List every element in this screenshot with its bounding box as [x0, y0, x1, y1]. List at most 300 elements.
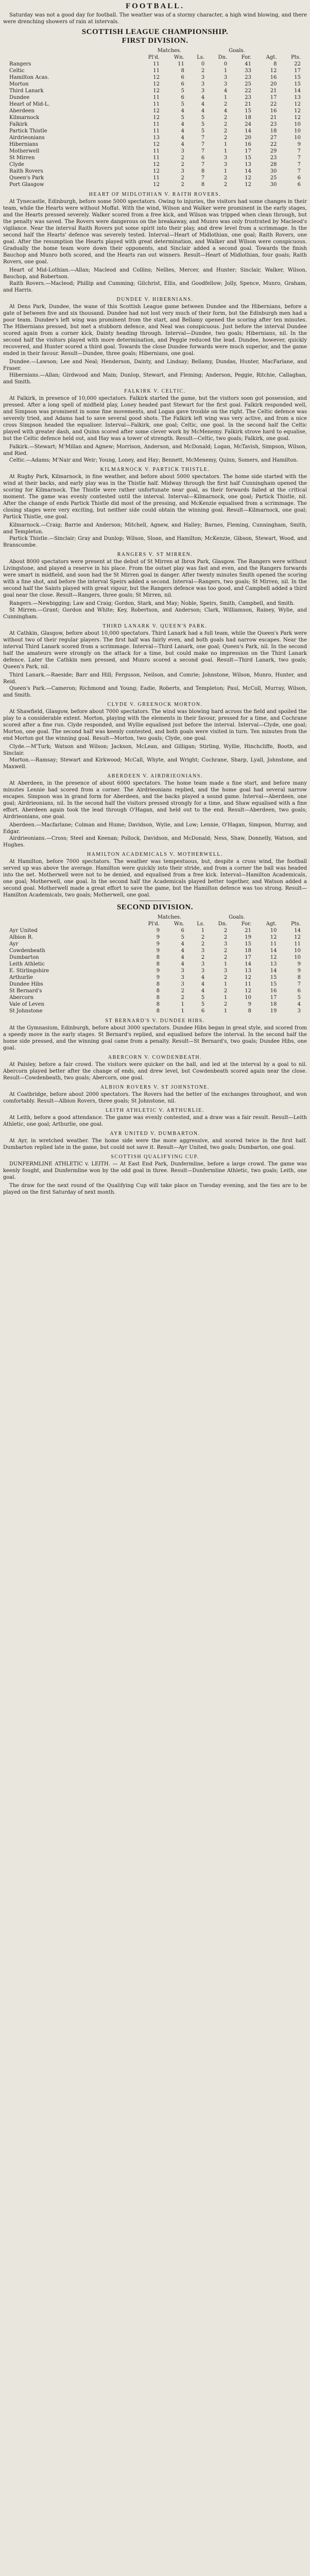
team-lineup: Queen's Park.—Cameron; Richmond and Young; Eadie, Roberts, and Templeton; Paul, McColl, Murray, Wilson, and Smith.	[3, 686, 307, 698]
match-heading: RANGERS V. ST MIRREN.	[117, 552, 193, 557]
table-row	[7, 81, 303, 88]
stat-cell: 8	[201, 182, 205, 188]
stat-cell: 4	[181, 961, 184, 967]
stat-cell: 2	[181, 162, 184, 167]
stat-cell: 6	[181, 75, 184, 80]
match-heading: FALKIRK V. CELTIC.	[124, 388, 186, 394]
stat-cell: 4	[201, 95, 205, 100]
stat-cell: 11	[153, 148, 160, 154]
stat-cell: 4	[201, 975, 205, 980]
stat-cell: 2	[223, 182, 228, 188]
team-name: Dundee Hibs	[9, 981, 43, 987]
match-heading: HEART OF MIDLOTHIAN V. RAITH ROVERS.	[89, 192, 221, 197]
stat-cell: 16	[270, 108, 277, 114]
stat-cell: 4	[181, 108, 184, 114]
table-header-row	[7, 921, 303, 927]
stat-cell: 14	[245, 961, 252, 967]
stat-cell: 11	[153, 61, 160, 67]
match-heading: LEITH ATHLETIC V. ARTHURLIE.	[106, 1108, 204, 1113]
stat-cell: 0	[223, 61, 228, 67]
stat-cell: 6	[297, 175, 301, 181]
stat-cell: 8	[156, 961, 160, 967]
stat-cell: 8	[297, 975, 301, 980]
column-header: Dn.	[218, 55, 228, 60]
stat-cell: 3	[181, 968, 184, 974]
stat-cell: 2	[181, 155, 184, 161]
stat-cell: 5	[201, 1002, 205, 1007]
stat-cell: 27	[270, 135, 277, 141]
stat-cell: 2	[181, 988, 184, 994]
team-lineup: Airdrieonians.—Cross; Steel and Keenan; Pollock, Davidson, and McDonald; Ness, Shaw, Donnelly, Watson, and Hughes.	[3, 836, 307, 848]
stat-cell: 11	[153, 95, 160, 100]
team-name: Aberdeen	[9, 108, 35, 114]
stat-cell: 7	[297, 168, 301, 174]
column-header: Pl'd.	[148, 921, 160, 927]
team-name: Leith Athletic	[9, 961, 45, 967]
stat-cell: 4	[223, 108, 228, 114]
stat-cell: 11	[153, 101, 160, 107]
stat-cell: 4	[223, 88, 228, 94]
stat-cell: 2	[223, 115, 228, 121]
stat-cell: 4	[181, 122, 184, 127]
stat-cell: 9	[297, 968, 301, 974]
stat-cell: 19	[245, 935, 252, 940]
stat-cell: 12	[153, 182, 160, 188]
stat-cell: 1	[223, 142, 228, 147]
stat-cell: 12	[245, 975, 252, 980]
stat-cell: 7	[201, 148, 205, 154]
column-header: Agt.	[266, 55, 277, 60]
qualifying-cup-heading: SCOTTISH QUALIFYING CUP.	[111, 1154, 199, 1160]
team-name: Cowdenbeath	[9, 948, 45, 954]
team-column-header	[7, 921, 135, 927]
stat-cell: 4	[181, 948, 184, 954]
stat-cell: 30	[270, 168, 277, 174]
stat-cell: 14	[245, 128, 252, 134]
stat-cell: 7	[201, 142, 205, 147]
stat-cell: 5	[201, 122, 205, 127]
stat-cell: 1	[181, 1008, 184, 1014]
stat-cell: 12	[153, 162, 160, 167]
stat-cell: 4	[201, 988, 205, 994]
team-lineup: Rangers.—Newbigging; Law and Craig; Gordon, Stark, and May; Noble, Speirs, Smith, Campbell, and Smith.	[9, 601, 295, 606]
table-row	[7, 941, 303, 947]
team-name: Airdrieonians	[9, 135, 45, 141]
team-lineup: Partick Thistle.—Sinclair; Gray and Dunlop; Wilson, Sloan, and Hamilton; McKenzie, Gibson, Stewart, Wood, and Branscombe.	[3, 536, 307, 548]
match-heading: DUNDEE V. HIBERNIANS.	[116, 297, 194, 302]
stat-cell: 14	[270, 968, 277, 974]
team-lineup: Celtic.—Adams; M'Nair and Weir; Young, Loney, and Hay; Bennett, McMenemy, Quinn, Somers, and Hamilton.	[9, 457, 299, 463]
stat-cell: 8	[156, 988, 160, 994]
team-name: Dumbarton	[9, 955, 39, 960]
team-name: Port Glasgow	[9, 182, 44, 188]
stat-cell: 28	[270, 162, 277, 167]
table-row	[7, 128, 303, 134]
match-report-paragraph: At Dens Park, Dundee, the wane of this Scottish League game between Dundee and the Hibernians, before a gate of between five and six thousand. Dundee had not lost very much of their form, but the Edinburgh men had a poor team. Dundee's left wing was prominent from the start, and Bellamy opened the scoring after ten minutes. The Hibernians pressed, but met a stubborn defence, and Neal was conspicuous. Just before the interval Dundee scored again from a corner kick, Dainty heading through. Interval—Dundee, two goals; Hibernians, nil. In the second half the visitors played with more determination, and Peggie reduced the lead. Dundee, however, quickly recovered, and Hunter scored a third goal. Towards the close Dundee forwards were much superior, and the game ended in their favour. Result—Dundee, three goals; Hibernians, one goal.	[3, 304, 307, 357]
column-header: Pts.	[290, 55, 301, 60]
stat-cell: 25	[245, 81, 252, 87]
match-report-paragraph: At Shawfield, Glasgow, before about 7000 spectators. The wind was blowing hard across the field and spoiled the play to a considerable extent. Morton, playing with the elements in their favour, pressed for a time, and Cochrane scored after a fine run. Clyde responded, and Wyllie equalised just before the interval. Interval—Clyde, one goal; Morton, one goal. The second half was keenly contested, and both goals were visited in turn. Ten minutes from the end Morton got the winning goal. Result—Morton, two goals; Clyde, one goal.	[3, 709, 307, 741]
stat-cell: 8	[248, 1008, 252, 1014]
match-report-paragraph: At the Gymnasium, Edinburgh, before about 3000 spectators. Dundee Hibs began in great style, and scored from a speedy move in the early stages. St Bernard's replied, and equalised before the interval. In the second half the home side pressed, and the winning goal came from a penalty. Result—St Bernard's, two goals; Dundee Hibs, one goal.	[3, 1025, 307, 1051]
stat-cell: 12	[153, 142, 160, 147]
stat-cell: 5	[297, 995, 301, 1001]
stat-cell: 1	[223, 995, 228, 1001]
stat-cell: 0	[201, 61, 205, 67]
stat-cell: 1	[223, 95, 228, 100]
stat-cell: 6	[181, 928, 184, 934]
stat-cell: 22	[270, 101, 277, 107]
team-name: St Bernard's	[9, 988, 42, 994]
table-row	[7, 954, 303, 961]
stat-cell: 3	[201, 81, 205, 87]
table-row	[7, 934, 303, 941]
team-name: Queen's Park	[9, 175, 44, 181]
column-header: For.	[241, 55, 252, 60]
stat-cell: 2	[223, 128, 228, 134]
stat-cell: 17	[245, 148, 252, 154]
stat-cell: 8	[156, 955, 160, 960]
first-division-table-wrap	[7, 47, 303, 188]
stat-cell: 18	[245, 948, 252, 954]
team-name: Motherwell	[9, 148, 40, 154]
stat-cell: 8	[156, 1008, 160, 1014]
stat-cell: 18	[245, 115, 252, 121]
table-row	[7, 74, 303, 81]
stat-cell: 12	[294, 101, 301, 107]
stat-cell: 17	[270, 95, 277, 100]
stat-cell: 4	[181, 128, 184, 134]
stat-cell: 1	[223, 1008, 228, 1014]
table-row	[7, 1008, 303, 1014]
team-name: Partick Thistle	[9, 128, 47, 134]
stat-cell: 9	[156, 928, 160, 934]
stat-cell: 12	[153, 88, 160, 94]
table-row	[7, 974, 303, 981]
stat-cell: 1	[223, 148, 228, 154]
stat-cell: 2	[223, 988, 228, 994]
stat-cell: 29	[270, 148, 277, 154]
team-lineup: Aberdeen.—Macfarlane; Colman and Hume; Davidson, Wylie, and Low; Lennie, O'Hagan, Simpson, Murray, and Edgar.	[3, 822, 307, 835]
stat-cell: 12	[245, 182, 252, 188]
stat-cell: 6	[297, 988, 301, 994]
stat-cell: 11	[294, 941, 301, 947]
team-name: Abercorn	[9, 995, 34, 1001]
stat-cell: 1	[223, 981, 228, 987]
table-row	[7, 148, 303, 155]
stat-cell: 6	[297, 182, 301, 188]
stat-cell: 3	[223, 75, 228, 80]
stat-cell: 11	[178, 61, 184, 67]
column-header: Ls.	[197, 55, 205, 60]
table-group-headers	[7, 47, 303, 54]
stat-cell: 4	[201, 108, 205, 114]
stat-cell: 20	[270, 81, 277, 87]
stat-cell: 3	[201, 88, 205, 94]
team-name: Celtic	[9, 68, 25, 74]
table-row	[7, 181, 303, 188]
stat-cell: 4	[181, 135, 184, 141]
table-row	[7, 101, 303, 108]
stat-cell: 2	[223, 101, 228, 107]
championship-heading: SCOTTISH LEAGUE CHAMPIONSHIP.	[81, 28, 229, 36]
stat-cell: 2	[223, 122, 228, 127]
stat-cell: 4	[181, 142, 184, 147]
team-lineup: Raith Rovers.—Macleod; Phillip and Cumming; Gilchrist, Ellis, and Goodfellow; Jolly, Spence, Munro, Graham, and Harris.	[3, 281, 307, 293]
team-column-header	[7, 54, 135, 61]
stat-cell: 9	[156, 935, 160, 940]
stat-cell: 16	[245, 142, 252, 147]
table-row	[7, 927, 303, 934]
column-header: Agt.	[266, 921, 277, 927]
second-division-table-wrap	[7, 914, 303, 1014]
match-heading: ST BERNARD'S V. DUNDEE HIBS.	[105, 1018, 205, 1024]
match-report-paragraph: At Ayr, in wretched weather. The home side were the more aggressive, and scored twice in the first half. Dumbarton replied late in the game, but could not save it. Result—Ayr United, two goals; Dumbarton, one goal.	[3, 1138, 307, 1150]
match-report-paragraph: At Cathkin, Glasgow, before about 10,000 spectators. Third Lanark had a full team, while the Queen's Park were without two of their regular players. The first half was fairly even, and both goals had narrow escapes. Near the interval Third Lanark scored from a scrimmage. Interval—Third Lanark, one goal; Queen's Park, nil. In the second half the amateurs were strongly on the attack for a time, but could make no impression on the Third Lanark defence. Later the Cathkin men pressed, and Munro scored a second goal. Result—Third Lanark, two goals; Queen's Park, nil.	[3, 631, 307, 670]
stat-cell: 12	[245, 175, 252, 181]
match-report-paragraph: At Paisley, before a fair crowd. The visitors were quicker on the ball, and led at the interval by a goal to nil. Abercorn played better after the change of ends, and drew level, but Cowdenbeath scored again near the close. Result—Cowdenbeath, two goals; Abercorn, one goal.	[3, 1062, 307, 1081]
stat-cell: 3	[223, 162, 228, 167]
second-division-heading: SECOND DIVISION.	[116, 903, 194, 911]
match-report-paragraph: At Coatbridge, before about 2000 spectators. The Rovers had the better of the exchanges throughout, and won comfortably. Result—Albion Rovers, three goals; St Johnstone, nil.	[3, 1092, 307, 1104]
stat-cell: 2	[223, 175, 228, 181]
stat-cell: 30	[270, 182, 277, 188]
stat-cell: 41	[245, 61, 252, 67]
stat-cell: 14	[245, 168, 252, 174]
table-row	[7, 961, 303, 968]
table-row	[7, 88, 303, 94]
match-report-paragraph: At Leith, before a good attendance. The game was evenly contested, and a draw was a fair result. Result—Leith Athletic, one goal; Arthurlie, one goal.	[3, 1115, 307, 1127]
stat-cell: 10	[294, 122, 301, 127]
table-row	[7, 988, 303, 994]
stat-cell: 12	[245, 988, 252, 994]
stat-cell: 2	[223, 1002, 228, 1007]
match-heading: ABERCORN V. COWDENBEATH.	[108, 1055, 202, 1060]
stat-cell: 22	[294, 61, 301, 67]
stat-cell: 7	[297, 162, 301, 167]
table-row	[7, 94, 303, 101]
stat-cell: 13	[294, 95, 301, 100]
stat-cell: 8	[156, 995, 160, 1001]
match-report-paragraph: At Falkirk, in presence of 10,000 spectators. Falkirk started the game, but the visitors soon got possession, and pressed. After a long spell of midfield play, Loney headed past Stewart for the first goal. Falkirk responded well, and Simpson was prominent in some fine movements, and Logan gave trouble on the right. The Celtic defence was severely tried, and Adams had to save several good shots. The Falkirk left wing was very active, and from a nice cross Simpson headed the equaliser. Interval—Falkirk, one goal; Celtic, one goal. In the second half the Celtic played with greater dash, and Quinn scored after some clever work by McMenemy. Falkirk strove hard to equalise, but the Celtic defence held out, and Hay was a tower of strength. Result—Celtic, two goals; Falkirk, one goal.	[3, 396, 307, 442]
stat-cell: 15	[245, 941, 252, 947]
stat-cell: 9	[156, 948, 160, 954]
stat-cell: 13	[153, 135, 160, 141]
stat-cell: 7	[297, 148, 301, 154]
team-name: E. Stirlingshire	[9, 968, 49, 974]
stat-cell: 12	[294, 108, 301, 114]
stat-cell: 17	[294, 68, 301, 74]
stat-cell: 5	[181, 935, 184, 940]
stat-cell: 12	[153, 168, 160, 174]
stat-cell: 2	[181, 995, 184, 1001]
stat-cell: 9	[156, 941, 160, 947]
team-lineup: Hibernians.—Allan; Girdwood and Main; Dunlop, Stewart, and Fleming; Anderson, Peggie, Ritchie, Callaghan, and Smith.	[3, 372, 307, 385]
stat-cell: 1	[201, 928, 205, 934]
table-row	[7, 947, 303, 954]
team-name: Vale of Leven	[9, 1002, 45, 1007]
stat-cell: 21	[245, 928, 252, 934]
stat-cell: 23	[270, 122, 277, 127]
stat-cell: 15	[294, 75, 301, 80]
qualifying-paragraph: DUNFERMLINE ATHLETIC v. LEITH. — At East End Park, Dunfermline, before a large crowd. The game was keenly fought, and Dunfermline won by the odd goal in three. Result—Dunfermline Athletic, two goals; Leith, one goal.	[3, 1161, 307, 1180]
match-heading: ABERDEEN V. AIRDRIEONIANS.	[107, 773, 203, 779]
stat-cell: 3	[201, 75, 205, 80]
stat-cell: 16	[270, 988, 277, 994]
stat-cell: 20	[245, 135, 252, 141]
stat-cell: 3	[223, 81, 228, 87]
stat-cell: 12	[153, 75, 160, 80]
table-row	[7, 134, 303, 141]
stat-cell: 1	[223, 961, 228, 967]
match-heading: CLYDE V. GREENOCK MORTON.	[107, 702, 203, 707]
table-row	[7, 155, 303, 161]
stat-cell: 1	[181, 1002, 184, 1007]
table-row	[7, 981, 303, 988]
team-name: Dundee	[9, 95, 30, 100]
stat-cell: 5	[181, 115, 184, 121]
stat-cell: 4	[181, 955, 184, 960]
column-header: Dn.	[218, 921, 228, 927]
table-row	[7, 1001, 303, 1008]
stat-cell: 6	[181, 95, 184, 100]
stat-cell: 6	[201, 1008, 205, 1014]
column-header: Wn.	[174, 921, 184, 927]
stat-cell: 15	[270, 981, 277, 987]
stat-cell: 3	[181, 975, 184, 980]
stat-cell: 23	[245, 75, 252, 80]
stat-cell: 23	[245, 95, 252, 100]
team-name: Heart of Mid-L.	[9, 101, 50, 107]
stat-cell: 2	[201, 935, 205, 940]
second-division-reports	[3, 1018, 307, 1151]
stat-cell: 25	[270, 175, 277, 181]
stat-cell: 11	[153, 128, 160, 134]
stat-cell: 5	[201, 995, 205, 1001]
stat-cell: 3	[181, 168, 184, 174]
match-heading: ALBION ROVERS V. ST JOHNSTONE.	[100, 1084, 210, 1090]
team-lineup: St Mirren.—Grant; Gordon and White; Key, Robertson, and Anderson; Clark, Williamson, Rainey, Wylie, and Cunningham.	[3, 607, 307, 620]
stat-cell: 8	[181, 68, 184, 74]
match-report-paragraph: At Rugby Park, Kilmarnock, in fine weather, and before about 5000 spectators. The home side started with the wind at their backs, and early play was in the Thistle half. Midway through the first half Cunningham opened the scoring for Kilmarnock. The Thistle were rather unfortunate near goal, as their forwards failed at the critical moment. The game was evenly contested until the interval. Interval—Kilmarnock, one goal; Partick Thistle, nil. After the change of ends Partick Thistle did most of the pressing, and McKenzie equalised from a scrimmage. The closing stages were very exciting, but neither side could obtain the winning goal. Result—Kilmarnock, one goal; Partick Thistle, one goal.	[3, 474, 307, 520]
stat-cell: 17	[245, 955, 252, 960]
team-name: Morton	[9, 81, 29, 87]
table-header-row	[7, 54, 303, 61]
match-report-paragraph: At Hamilton, before 7000 spectators. The weather was tempestuous, but, despite a cross wind, the football served up was above the average. Hamilton were quickly into their stride, and from a corner the ball was headed into the net. Motherwell were not to be denied, and equalised from a free kick. Interval—Hamilton Academicals, one goal; Motherwell, one goal. In the second half the Academicals played better together, and Watson added a second goal. Motherwell made a great effort to save the game, but the Hamilton defence was too strong. Result—Hamilton Academicals, two goals; Motherwell, one goal.	[3, 859, 307, 898]
stat-cell: 8	[273, 61, 277, 67]
stat-cell: 19	[270, 1008, 277, 1014]
table-row	[7, 114, 303, 121]
stat-cell: 11	[153, 68, 160, 74]
stat-cell: 17	[270, 995, 277, 1001]
stat-cell: 11	[153, 175, 160, 181]
stat-cell: 12	[270, 68, 277, 74]
stat-cell: 7	[201, 175, 205, 181]
matches-group-label: Matches.	[157, 914, 182, 920]
stat-cell: 12	[153, 81, 160, 87]
team-name: Hamilton Acas.	[9, 75, 49, 80]
stat-cell: 5	[181, 88, 184, 94]
column-header: Wn.	[174, 55, 184, 60]
intro-paragraph: Saturday was not a good day for football. The weather was of a stormy character, a high wind blowing, and there were drenching showers of rain at intervals.	[3, 12, 307, 25]
stat-cell: 15	[294, 81, 301, 87]
stat-cell: 3	[201, 961, 205, 967]
match-heading: HAMILTON ACADEMICALS V. MOTHERWELL.	[87, 852, 223, 857]
section-title: FOOTBALL.	[125, 2, 185, 10]
stat-cell: 10	[294, 948, 301, 954]
stat-cell: 3	[181, 148, 184, 154]
match-heading: THIRD LANARK V. QUEEN'S PARK.	[102, 623, 208, 629]
newspaper-page	[0, 0, 310, 1202]
stat-cell: 21	[270, 115, 277, 121]
table-row	[7, 175, 303, 181]
stat-cell: 11	[270, 941, 277, 947]
stat-cell: 11	[153, 155, 160, 161]
stat-cell: 10	[294, 135, 301, 141]
stat-cell: 8	[201, 168, 205, 174]
stat-cell: 2	[223, 955, 228, 960]
stat-cell: 3	[223, 155, 228, 161]
stat-cell: 2	[181, 175, 184, 181]
stat-cell: 10	[245, 995, 252, 1001]
first-division-table	[7, 54, 303, 188]
stat-cell: 1	[223, 68, 228, 74]
stat-cell: 9	[156, 975, 160, 980]
table-row	[7, 67, 303, 74]
table-group-headers	[7, 914, 303, 921]
column-header: Pts.	[290, 921, 301, 927]
team-name: Arthurlie	[9, 975, 33, 980]
stat-cell: 10	[294, 128, 301, 134]
table-row	[7, 121, 303, 128]
stat-cell: 18	[270, 128, 277, 134]
stat-cell: 12	[294, 935, 301, 940]
stat-cell: 9	[248, 1002, 252, 1007]
stat-cell: 13	[270, 961, 277, 967]
team-name: Rangers	[9, 61, 31, 67]
stat-cell: 24	[245, 122, 252, 127]
match-report-paragraph: At Aberdeen, in the presence of about 6000 spectators. The home team made a fine start, and before many minutes Lennie had scored from a corner. The Airdrieonians replied, and the home goal had several narrow escapes. Simpson was in grand form for Aberdeen, and the backs played a sound game. Interval—Aberdeen, one goal; Airdrieonians, nil. In the second half the visitors pressed strongly for a time, and Shaw equalised with a fine effort. Aberdeen again took the lead through O'Hagan, and held out to the end. Result—Aberdeen, two goals; Airdrieonians, one goal.	[3, 781, 307, 820]
stat-cell: 7	[297, 155, 301, 161]
stat-cell: 12	[153, 108, 160, 114]
stat-cell: 22	[270, 142, 277, 147]
stat-cell: 15	[245, 108, 252, 114]
stat-cell: 15	[245, 155, 252, 161]
stat-cell: 12	[270, 935, 277, 940]
column-header: Ls.	[197, 921, 205, 927]
team-name: St Johnstone	[9, 1008, 43, 1014]
team-lineup: Kilmarnock.—Craig; Barrie and Anderson; Mitchell, Agnew, and Halley; Barnes, Fleming, Cunningham, Smith, and Templeton.	[3, 522, 307, 535]
stat-cell: 2	[201, 941, 205, 947]
team-name: Albion R.	[9, 935, 33, 940]
table-row	[7, 994, 303, 1001]
first-division-reports	[3, 191, 307, 899]
table-row	[7, 968, 303, 974]
match-report-paragraph: About 8000 spectators were present at the debut of St Mirren at Ibrox Park, Glasgow. The Rangers were without Livingstone, and played a reserve in his place. From the outset play was fast and even, and the Rangers forwards were smart in midfield, and soon had the St Mirren goal in danger. After twenty minutes Smith opened the scoring with a fine shot, and before the interval Speirs added a second. Interval—Rangers, two goals; St Mirren, nil. In the second half the Saints played with great vigour, but the Rangers defence was too good, and Campbell added a third goal near the close. Result—Rangers, three goals; St Mirren, nil.	[3, 559, 307, 598]
team-name: Clyde	[9, 162, 24, 167]
team-name: Ayr United	[9, 928, 38, 934]
stat-cell: 9	[297, 142, 301, 147]
team-name: Hibernians	[9, 142, 39, 147]
stat-cell: 13	[245, 162, 252, 167]
stat-cell: 3	[181, 981, 184, 987]
qualifying-paragraph: The draw for the next round of the Qualifying Cup will take place on Tuesday evening, and the ties are to be played on the first Saturday of next month.	[3, 1183, 307, 1195]
team-lineup: Clyde.—M'Turk; Watson and Wilson; Jackson, McLean, and Gilligan; Stirling, Wyllie, Hinchcliffe, Booth, and Sinclair.	[3, 744, 307, 756]
stat-cell: 12	[153, 115, 160, 121]
stat-cell: 3	[297, 1008, 301, 1014]
column-header: Pl'd.	[148, 55, 160, 60]
goals-group-label: Goals.	[229, 48, 245, 54]
